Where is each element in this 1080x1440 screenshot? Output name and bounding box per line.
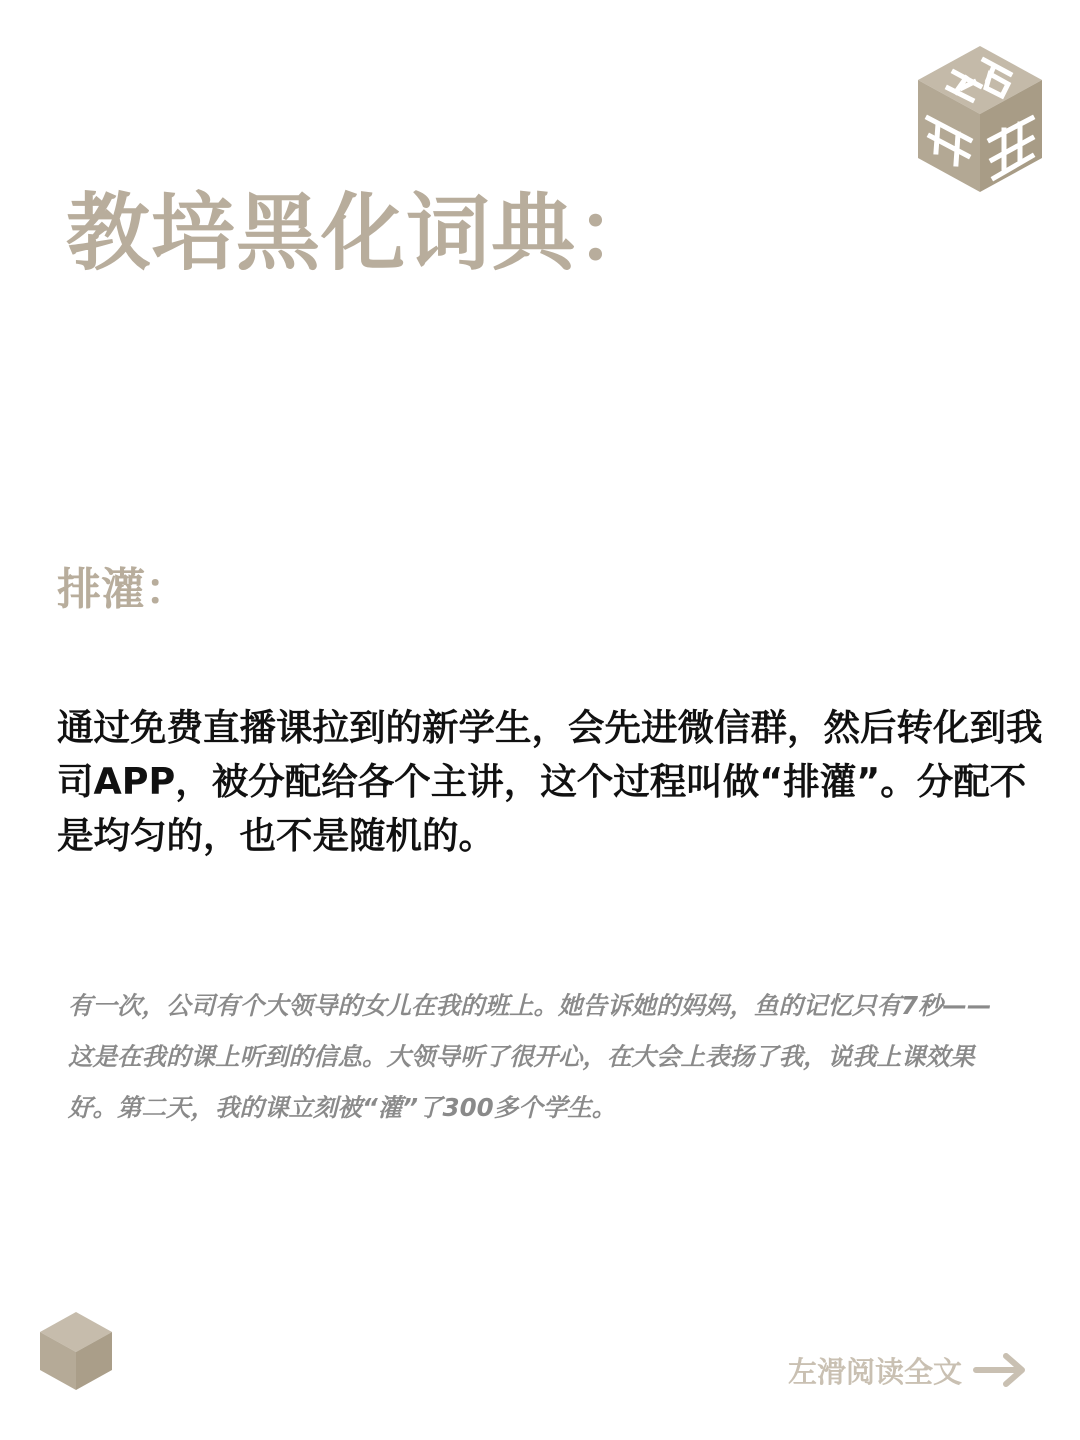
term-heading: 排灌： (57, 564, 189, 615)
swipe-label: 左滑阅读全文 (787, 1354, 962, 1389)
page-title: 教培黑化词典： (66, 184, 662, 282)
anecdote-text: 有一次，公司有个大领导的女儿在我的班上。她告诉她的妈妈，鱼的记忆只有7秒——这是在我的课上听到的信息。大领导听了很开心，在大会上表扬了我，说我上课效果好。第二天，我的课立刻被“灌”了300多个学生。 (68, 991, 992, 1122)
cube-icon (38, 1310, 114, 1392)
arrow-right-icon (972, 1350, 1028, 1390)
swipe-hint[interactable] (788, 1346, 1028, 1394)
term-definition: 通过免费直播课拉到的新学生，会先进微信群，然后转化到我司APP，被分配给各个主讲，这个过程叫做“排灌”。分配不是均匀的，也不是随机的。 (57, 706, 1043, 857)
cube-logo-icon (914, 44, 1046, 194)
